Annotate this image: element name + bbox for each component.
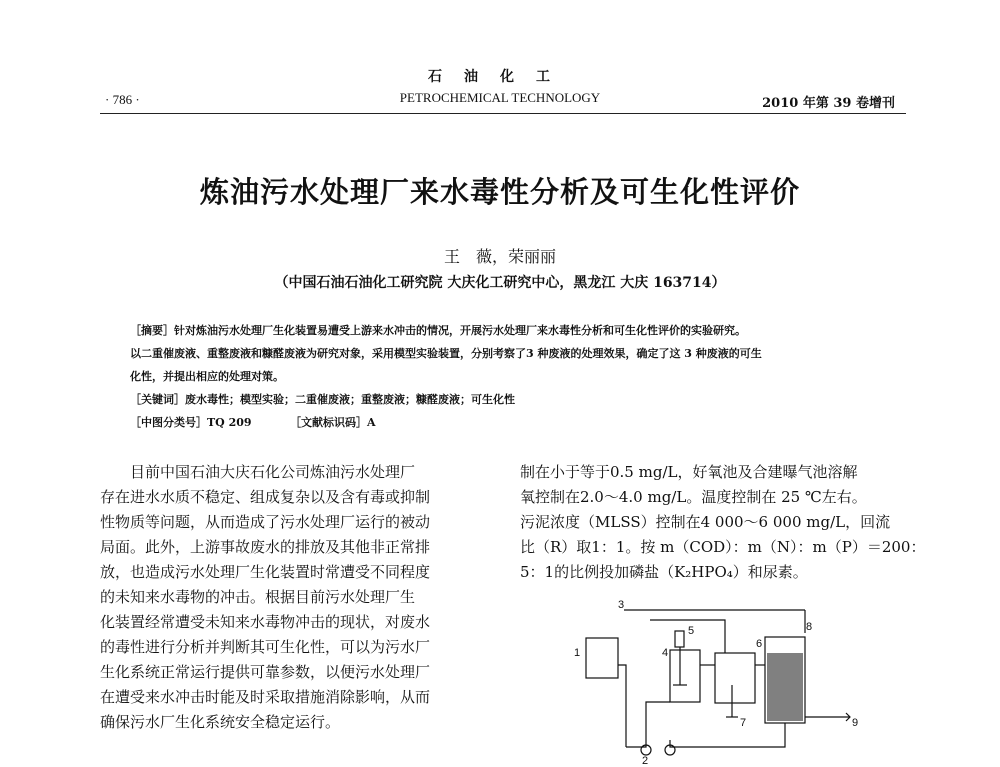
- text-line: 化装置经常遭受未知来水毒物冲击的现状，对废水: [100, 613, 431, 631]
- abstract-line-1: ［摘要］针对炼油污水处理厂生化装置易遭受上游来水冲击的情况，开展污水处理厂来水毒性分析和可生化性评价的实验研究。: [130, 324, 746, 337]
- abstract-line-2: 以二重催废液、重整废液和糠醛废液为研究对象，采用模型实验装置，分别考察了3 种废液的处理效果，确定了这 3 种废液的可生: [130, 347, 762, 360]
- figure-label-5: 5: [688, 625, 695, 637]
- text-line: 的未知来水毒物的冲击。根据目前污水处理厂生: [100, 588, 416, 606]
- figure-label-4: 4: [662, 647, 669, 659]
- journal-name-en: PETROCHEMICAL TECHNOLOGY: [399, 90, 601, 105]
- text-line: 氧控制在2.0～4.0 mg/L。温度控制在 25 ℃左右。: [520, 488, 867, 506]
- text-line: 局面。此外，上游事故废水的排放及其他非正常排: [100, 538, 431, 556]
- text-line: 5：1的比例投加磷盐（K₂HPO₄）和尿素。: [520, 563, 808, 581]
- reactor-4: [670, 650, 700, 702]
- paper-title: 炼油污水处理厂来水毒性分析及可生化性评价: [199, 175, 800, 209]
- body-left-column: [100, 460, 430, 735]
- figure-label-8: 8: [806, 621, 813, 633]
- motor-5: [675, 631, 684, 647]
- header-rule: [100, 113, 906, 114]
- keywords: ［关键词］废水毒性；模型实验；二重催废液；重整废液；糠醛废液；可生化性: [130, 393, 515, 406]
- text-line: 的毒性进行分析并判断其可生化性，可以为污水厂: [100, 638, 431, 656]
- affiliation: （中国石油石油化工研究院 大庆化工研究中心，黑龙江 大庆 163714）: [274, 275, 726, 291]
- text-line: 制在小于等于0.5 mg/L，好氧池及合建曝气池溶解: [520, 463, 858, 481]
- apparatus-figure: [560, 599, 860, 767]
- text-line: 污泥浓度（MLSS）控制在4 000～6 000 mg/L，回流: [520, 513, 891, 531]
- figure-label-3: 3: [618, 599, 625, 611]
- tank-1: [586, 638, 618, 678]
- issue-info: 2010 年第 39 卷增刊: [762, 96, 895, 111]
- text-line: 性物质等问题，从而造成了污水处理厂运行的被动: [100, 513, 431, 531]
- journal-name-cn: 石油化工: [428, 69, 572, 85]
- classification: ［中图分类号］TQ 209 ［文献标识码］A: [130, 416, 376, 429]
- abstract-line-3: 化性，并提出相应的处理对策。: [130, 370, 284, 383]
- text-line: 生化系统正常运行提供可靠参数，以便污水处理厂: [100, 663, 431, 681]
- text-line: 比（R）取1：1。按 m（COD）：m（N）：m（P）＝200：: [520, 538, 926, 556]
- body-right-column: [520, 460, 925, 585]
- apparatus-diagram: [560, 605, 860, 760]
- figure-label-2: 2: [642, 755, 649, 767]
- figure-label-6: 6: [756, 638, 763, 650]
- page-number: · 786 ·: [105, 92, 140, 107]
- text-line: 在遭受来水冲击时能及时采取措施消除影响，从而: [100, 688, 431, 706]
- text-line: 放，也造成污水处理厂生化装置时常遭受不同程度: [100, 563, 431, 581]
- authors: 王 薇，荣丽丽: [443, 247, 556, 266]
- text-line: 存在进水水质不稳定、组成复杂以及含有毒或抑制: [100, 488, 431, 506]
- tank-6: [715, 653, 755, 703]
- sludge-fill: [767, 653, 803, 721]
- text-line: 目前中国石油大庆石化公司炼油污水处理厂: [100, 463, 416, 481]
- text-line: 确保污水厂生化系统安全稳定运行。: [100, 713, 341, 731]
- figure-label-1: 1: [574, 647, 581, 659]
- figure-label-9: 9: [852, 717, 859, 729]
- figure-label-7: 7: [740, 717, 747, 729]
